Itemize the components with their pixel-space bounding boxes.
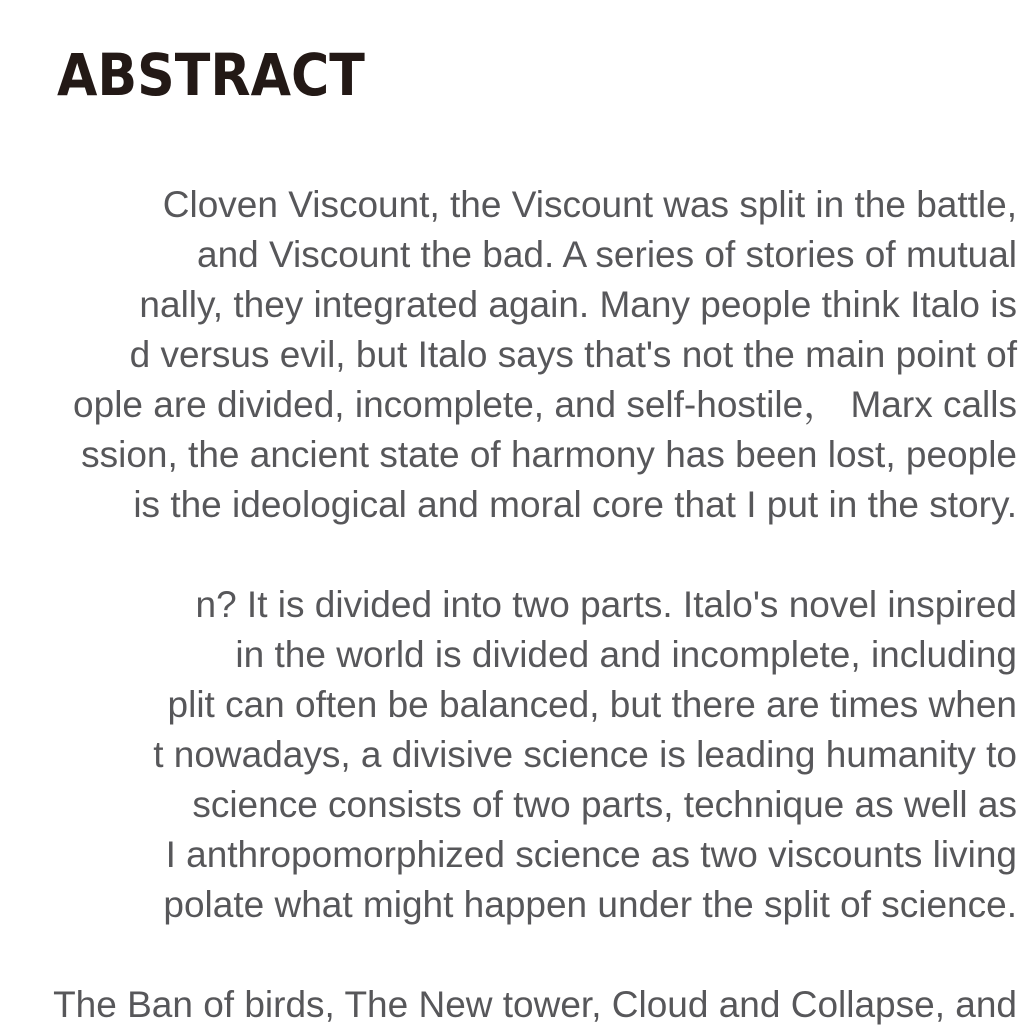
text-line <box>0 630 1017 680</box>
text-line-content: d versus evil, but Italo says that's not the main point of <box>129 334 1017 375</box>
text-line-content: nally, they integrated again. Many people think Italo is <box>139 284 1017 325</box>
text-line <box>0 430 1017 480</box>
paragraph-3 <box>0 980 1017 1026</box>
text-line-content: The Ban of birds, The New tower, Cloud and Collapse, and <box>53 984 1017 1025</box>
paragraph-1 <box>0 180 1017 530</box>
text-line <box>0 180 1017 230</box>
text-line-content: t nowadays, a divisive science is leading humanity to <box>153 734 1017 775</box>
text-line <box>0 280 1017 330</box>
text-line <box>0 830 1017 880</box>
text-line-content: and Viscount the bad. A series of stories of mutual <box>197 234 1017 275</box>
text-line-content: in the world is divided and incomplete, including <box>235 634 1017 675</box>
text-line <box>0 480 1017 530</box>
paragraph-2 <box>0 580 1017 930</box>
text-line <box>0 880 1017 930</box>
text-line <box>0 780 1017 830</box>
text-line-content: ople are divided, incomplete, and self-hostile， Marx calls <box>73 384 1017 425</box>
text-line <box>0 680 1017 730</box>
text-line-content: polate what might happen under the split of science. <box>163 884 1017 925</box>
text-line <box>0 730 1017 780</box>
paragraph-gap <box>0 530 1017 580</box>
abstract-body <box>0 180 1017 1026</box>
text-line <box>0 580 1017 630</box>
text-line-content: is the ideological and moral core that I put in the story. <box>133 484 1017 525</box>
text-line <box>0 980 1017 1026</box>
text-line-content: Cloven Viscount, the Viscount was split in the battle, <box>162 184 1017 225</box>
text-line-content: science consists of two parts, technique as well as <box>192 784 1017 825</box>
text-line <box>0 230 1017 280</box>
text-line <box>0 380 1017 430</box>
text-line-content: n? It is divided into two parts. Italo's novel inspired <box>195 584 1017 625</box>
text-line-content: I anthropomorphized science as two viscounts living <box>165 834 1017 875</box>
text-line-content: ssion, the ancient state of harmony has been lost, people <box>81 434 1017 475</box>
text-line <box>0 330 1017 380</box>
abstract-heading: ABSTRACT <box>57 41 365 109</box>
paragraph-gap <box>0 930 1017 980</box>
text-line-content: plit can often be balanced, but there are times when <box>167 684 1017 725</box>
